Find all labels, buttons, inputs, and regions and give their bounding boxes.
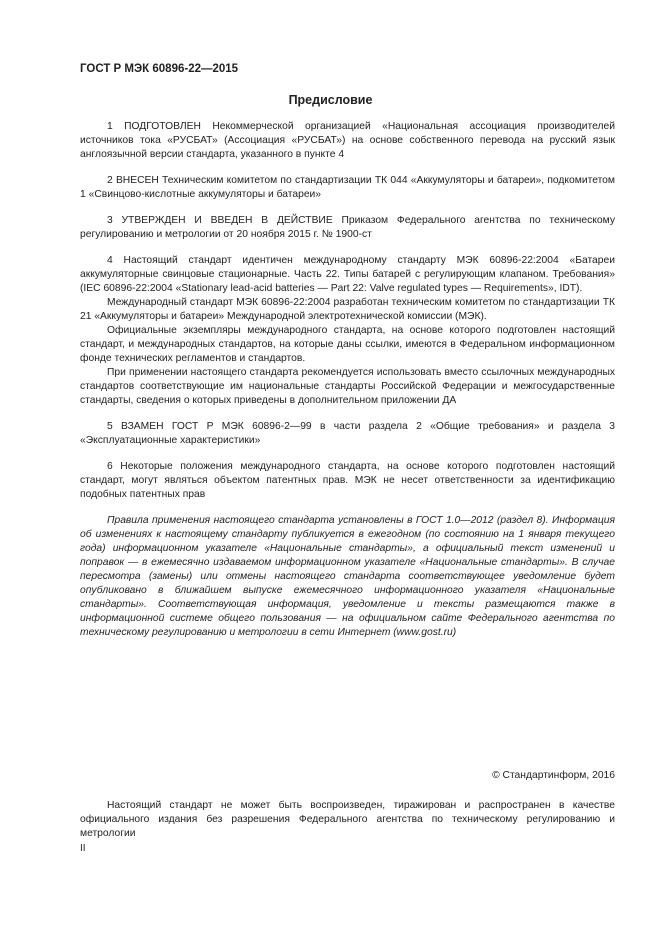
- paragraph-4-official-copies: Официальные экземпляры международного стандарта, на основе которого подготовлен настоящий стандарт, и международных стандартов, на которые даны ссылки, имеются в Федеральном информационном фонде технических регламентов и стандартов.: [80, 325, 615, 364]
- page-title: Предисловие: [288, 93, 373, 107]
- reproduction-notice: [80, 799, 615, 841]
- foreword-body: [80, 120, 615, 640]
- application-rules-notice: Правила применения настоящего стандарта установлены в ГОСТ 1.0—2012 (раздел 8). Информация об изменениях к настоящему стандарту публикуется в ежегодном (по состоянию на 1 января текущего года) информационном указателе «Национальные стандарты», а официальный текст изменений и поправок — в ежемесячно издаваемом информационном указателе «Национальные стандарты». В случае пересмотра (замены) или отмены настоящего стандарта соответствующее уведомление будет опубликовано в ближайшем выпуске ежемесячного информационного указателя «Национальные стандарты». Соответствующая информация, уведомление и тексты размещаются также в информационной системе общего пользования — на официальном сайте Федерального агентства по техническому регулированию и метрологии в сети Интернет (www.gost.ru): [80, 515, 615, 638]
- paragraph-5: 5 ВЗАМЕН ГОСТ Р МЭК 60896-2—99 в части раздела 2 «Общие требования» и раздела 3 «Эксплуатационные характеристики»: [80, 421, 615, 446]
- document-id-header: ГОСТ Р МЭК 60896-22—2015: [80, 63, 239, 75]
- paragraph-6: 6 Некоторые положения международного стандарта, на основе которого подготовлен настоящий стандарт, могут являться объектом патентных прав. МЭК не несет ответственности за идентификацию подобных патентных прав: [80, 461, 615, 500]
- page-number: II: [80, 843, 86, 854]
- reproduction-notice-text: Настоящий стандарт не может быть воспроизведен, тиражирован и распространен в качестве официального издания без разрешения Федерального агентства по техническому регулированию и метрологии: [80, 800, 615, 839]
- paragraph-1: 1 ПОДГОТОВЛЕН Некоммерческой организацией «Национальная ассоциация производителей источников тока «РУСБАТ» (Ассоциация «РУСБАТ») на основе собственного перевода на русский язык англоязычной версии стандарта, указанного в пункте 4: [80, 121, 615, 160]
- paragraph-4-international: Международный стандарт МЭК 60896-22:2004 разработан техническим комитетом по стандартизации ТК 21 «Аккумуляторы и батареи» Международной электротехнической комиссии (МЭК).: [80, 297, 615, 322]
- paragraph-3: 3 УТВЕРЖДЕН И ВВЕДЕН В ДЕЙСТВИЕ Приказом Федерального агентства по техническому регулированию и метрологии от 20 ноября 2015 г. № 1900-ст: [80, 215, 615, 240]
- paragraph-2: 2 ВНЕСЕН Техническим комитетом по стандартизации ТК 044 «Аккумуляторы и батареи», подкомитетом 1 «Свинцово-кислотные аккумуляторы и батареи»: [80, 175, 615, 200]
- paragraph-4-application: При применении настоящего стандарта рекомендуется использовать вместо ссылочных международных стандартов соответствующие им национальные стандарты Российской Федерации и межгосударственные стандарты, сведения о которых приведены в дополнительном приложении ДА: [80, 367, 615, 406]
- copyright: © Стандартинформ, 2016: [492, 770, 615, 781]
- paragraph-4: 4 Настоящий стандарт идентичен международному стандарту МЭК 60896-22:2004 «Батареи аккумуляторные свинцовые стационарные. Часть 22. Типы батарей с регулирующим клапаном. Требования» (IEC 60896-22:2004 «Stationary lead-acid batteries — Part 22: Valve regulated types — Requirements», IDT).: [80, 255, 615, 294]
